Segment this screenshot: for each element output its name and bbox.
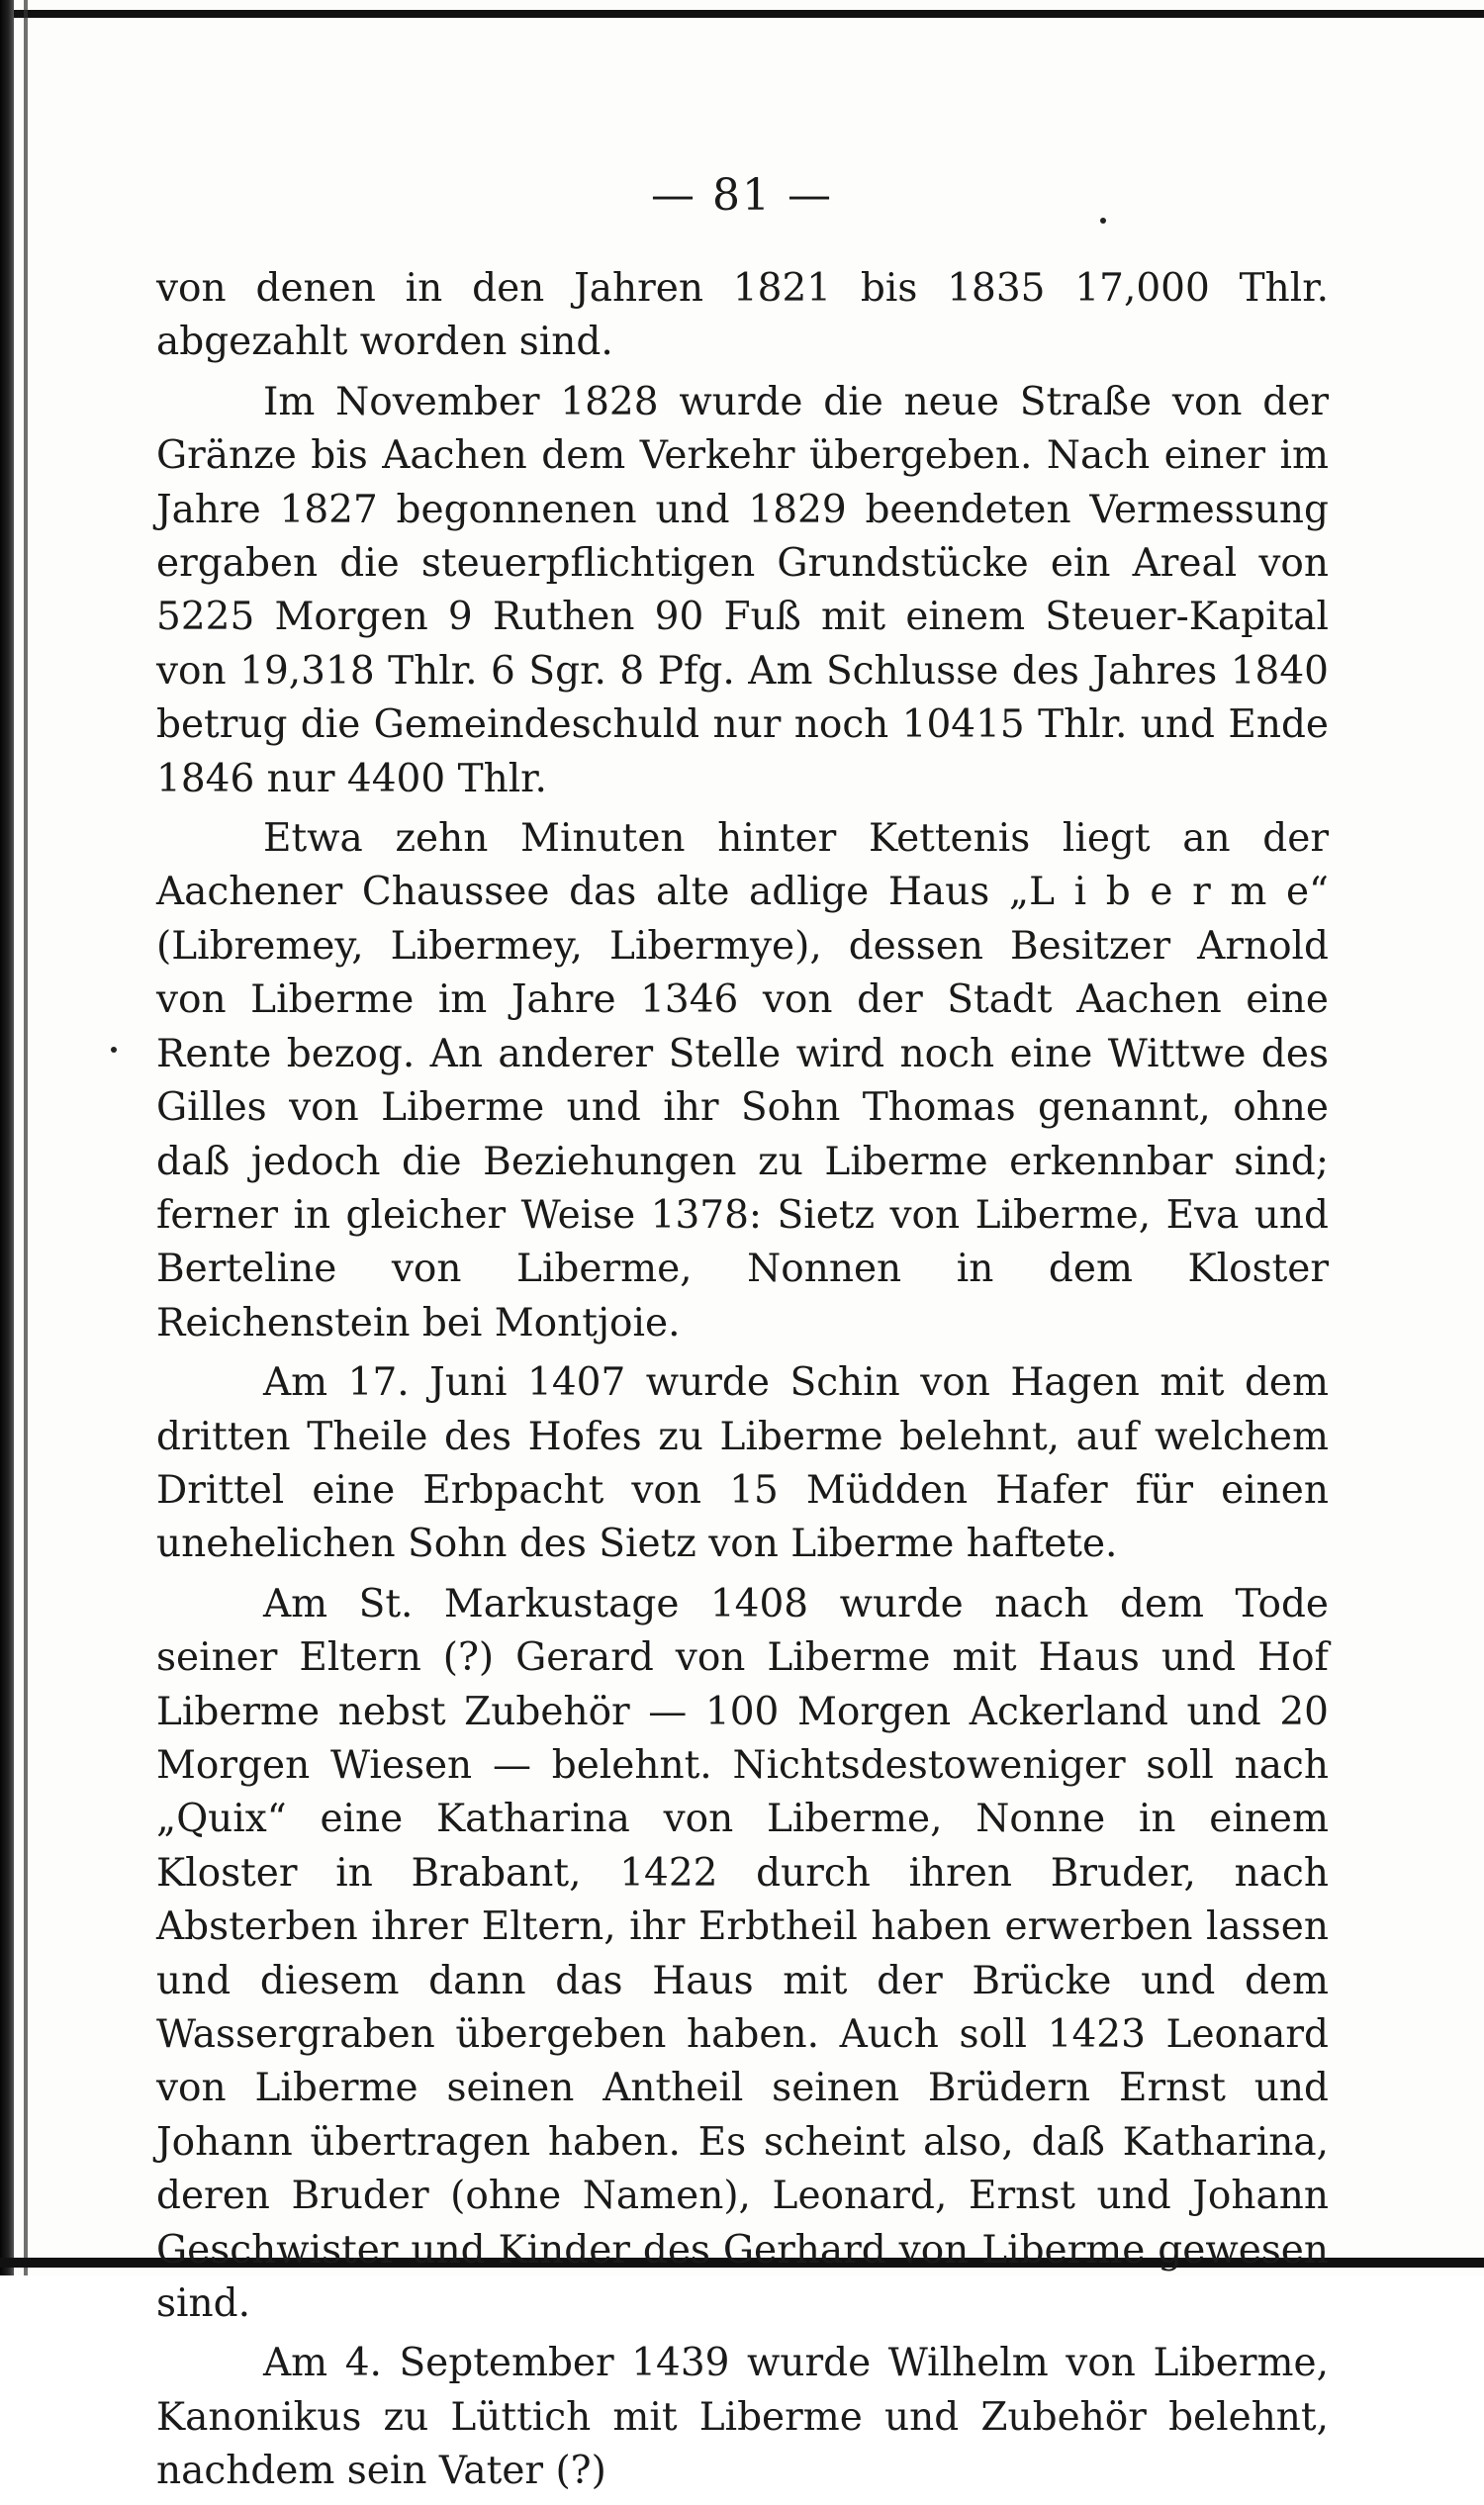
page-number: — 81 — [651,170,833,221]
paragraph-1439: Am 4. September 1439 wurde Wilhelm von Liberme, Kanonikus zu Lüttich mit Liberme und Zubehör belehnt, nachdem sein Vater (?) [156,2341,1329,2494]
scan-border-top [0,10,1484,18]
paragraph-liberme-house: Etwa zehn Minuten hinter Kettenis liegt an der Aachener Chaussee das alte adlige Haus „L i b e r m e“ (Libremey, Libermey, Libermye), dessen Besitzer Arnold von Liberme im Jahre 1346 von der Stadt Aachen eine Rente bezog. An anderer Stelle wird noch eine Wittwe des Gilles von Liberme und ihr Sohn Thomas genannt, ohne daß jedoch die Beziehungen zu Liberme erkennbar sind; ferner in gleicher Weise 1378: Sietz von Liberme, Eva und Berteline von Liberme, Nonnen in dem Kloster Reichenstein bei Montjoie. [156,816,1329,1345]
paragraph-1408: Am St. Markustage 1408 wurde nach dem Tode seiner Eltern (?) Gerard von Liberme mit Haus und Hof Liberme nebst Zubehör — 100 Morgen Ackerland und 20 Morgen Wiesen — belehnt. Nichtsdestoweniger soll nach „Quix“ eine Katharina von Liberme, Nonne in einem Kloster in Brabant, 1422 durch ihren Bruder, nach Absterben ihrer Eltern, ihr Erbtheil haben erwerben lassen und diesem dann das Haus mit der Brücke und dem Wassergraben übergeben haben. Auch soll 1423 Leonard von Liberme seinen Antheil seinen Brüdern Ernst und Johann übertragen haben. Es scheint also, daß Katharina, deren Bruder (ohne Namen), Leonard, Ernst und Johann Geschwister und Kinder des Gerhard von Liberme gewesen sind. [156,1581,1329,2327]
paragraph-continued: von denen in den Jahren 1821 bis 1835 17,000 Thlr. abgezahlt worden sind. [156,266,1329,365]
page-body-text [156,262,1329,2505]
scan-border-left [0,0,14,2275]
paragraph-road: Im November 1828 wurde die neue Straße von der Gränze bis Aachen dem Verkehr übergeben. Nach einer im Jahre 1827 begonnenen und 1829 beendeten Vermessung ergaben die steuerpflichtigen Grundstücke ein Areal von 5225 Morgen 9 Ruthen 90 Fuß mit einem Steuer-Kapital von 19,318 Thlr. 6 Sgr. 8 Pfg. Am Schlusse des Jahres 1840 betrug die Gemeindeschuld nur noch 10415 Thlr. und Ende 1846 nur 4400 Thlr. [156,379,1329,801]
paragraph-1407: Am 17. Juni 1407 wurde Schin von Hagen mit dem dritten Theile des Hofes zu Liberme belehnt, auf welchem Drittel eine Erbpacht von 15 Müdden Hafer für einen unehelichen Sohn des Sietz von Liberme haftete. [156,1360,1329,1567]
scan-border-left-inner [24,0,28,2275]
scan-speck [111,1047,117,1053]
